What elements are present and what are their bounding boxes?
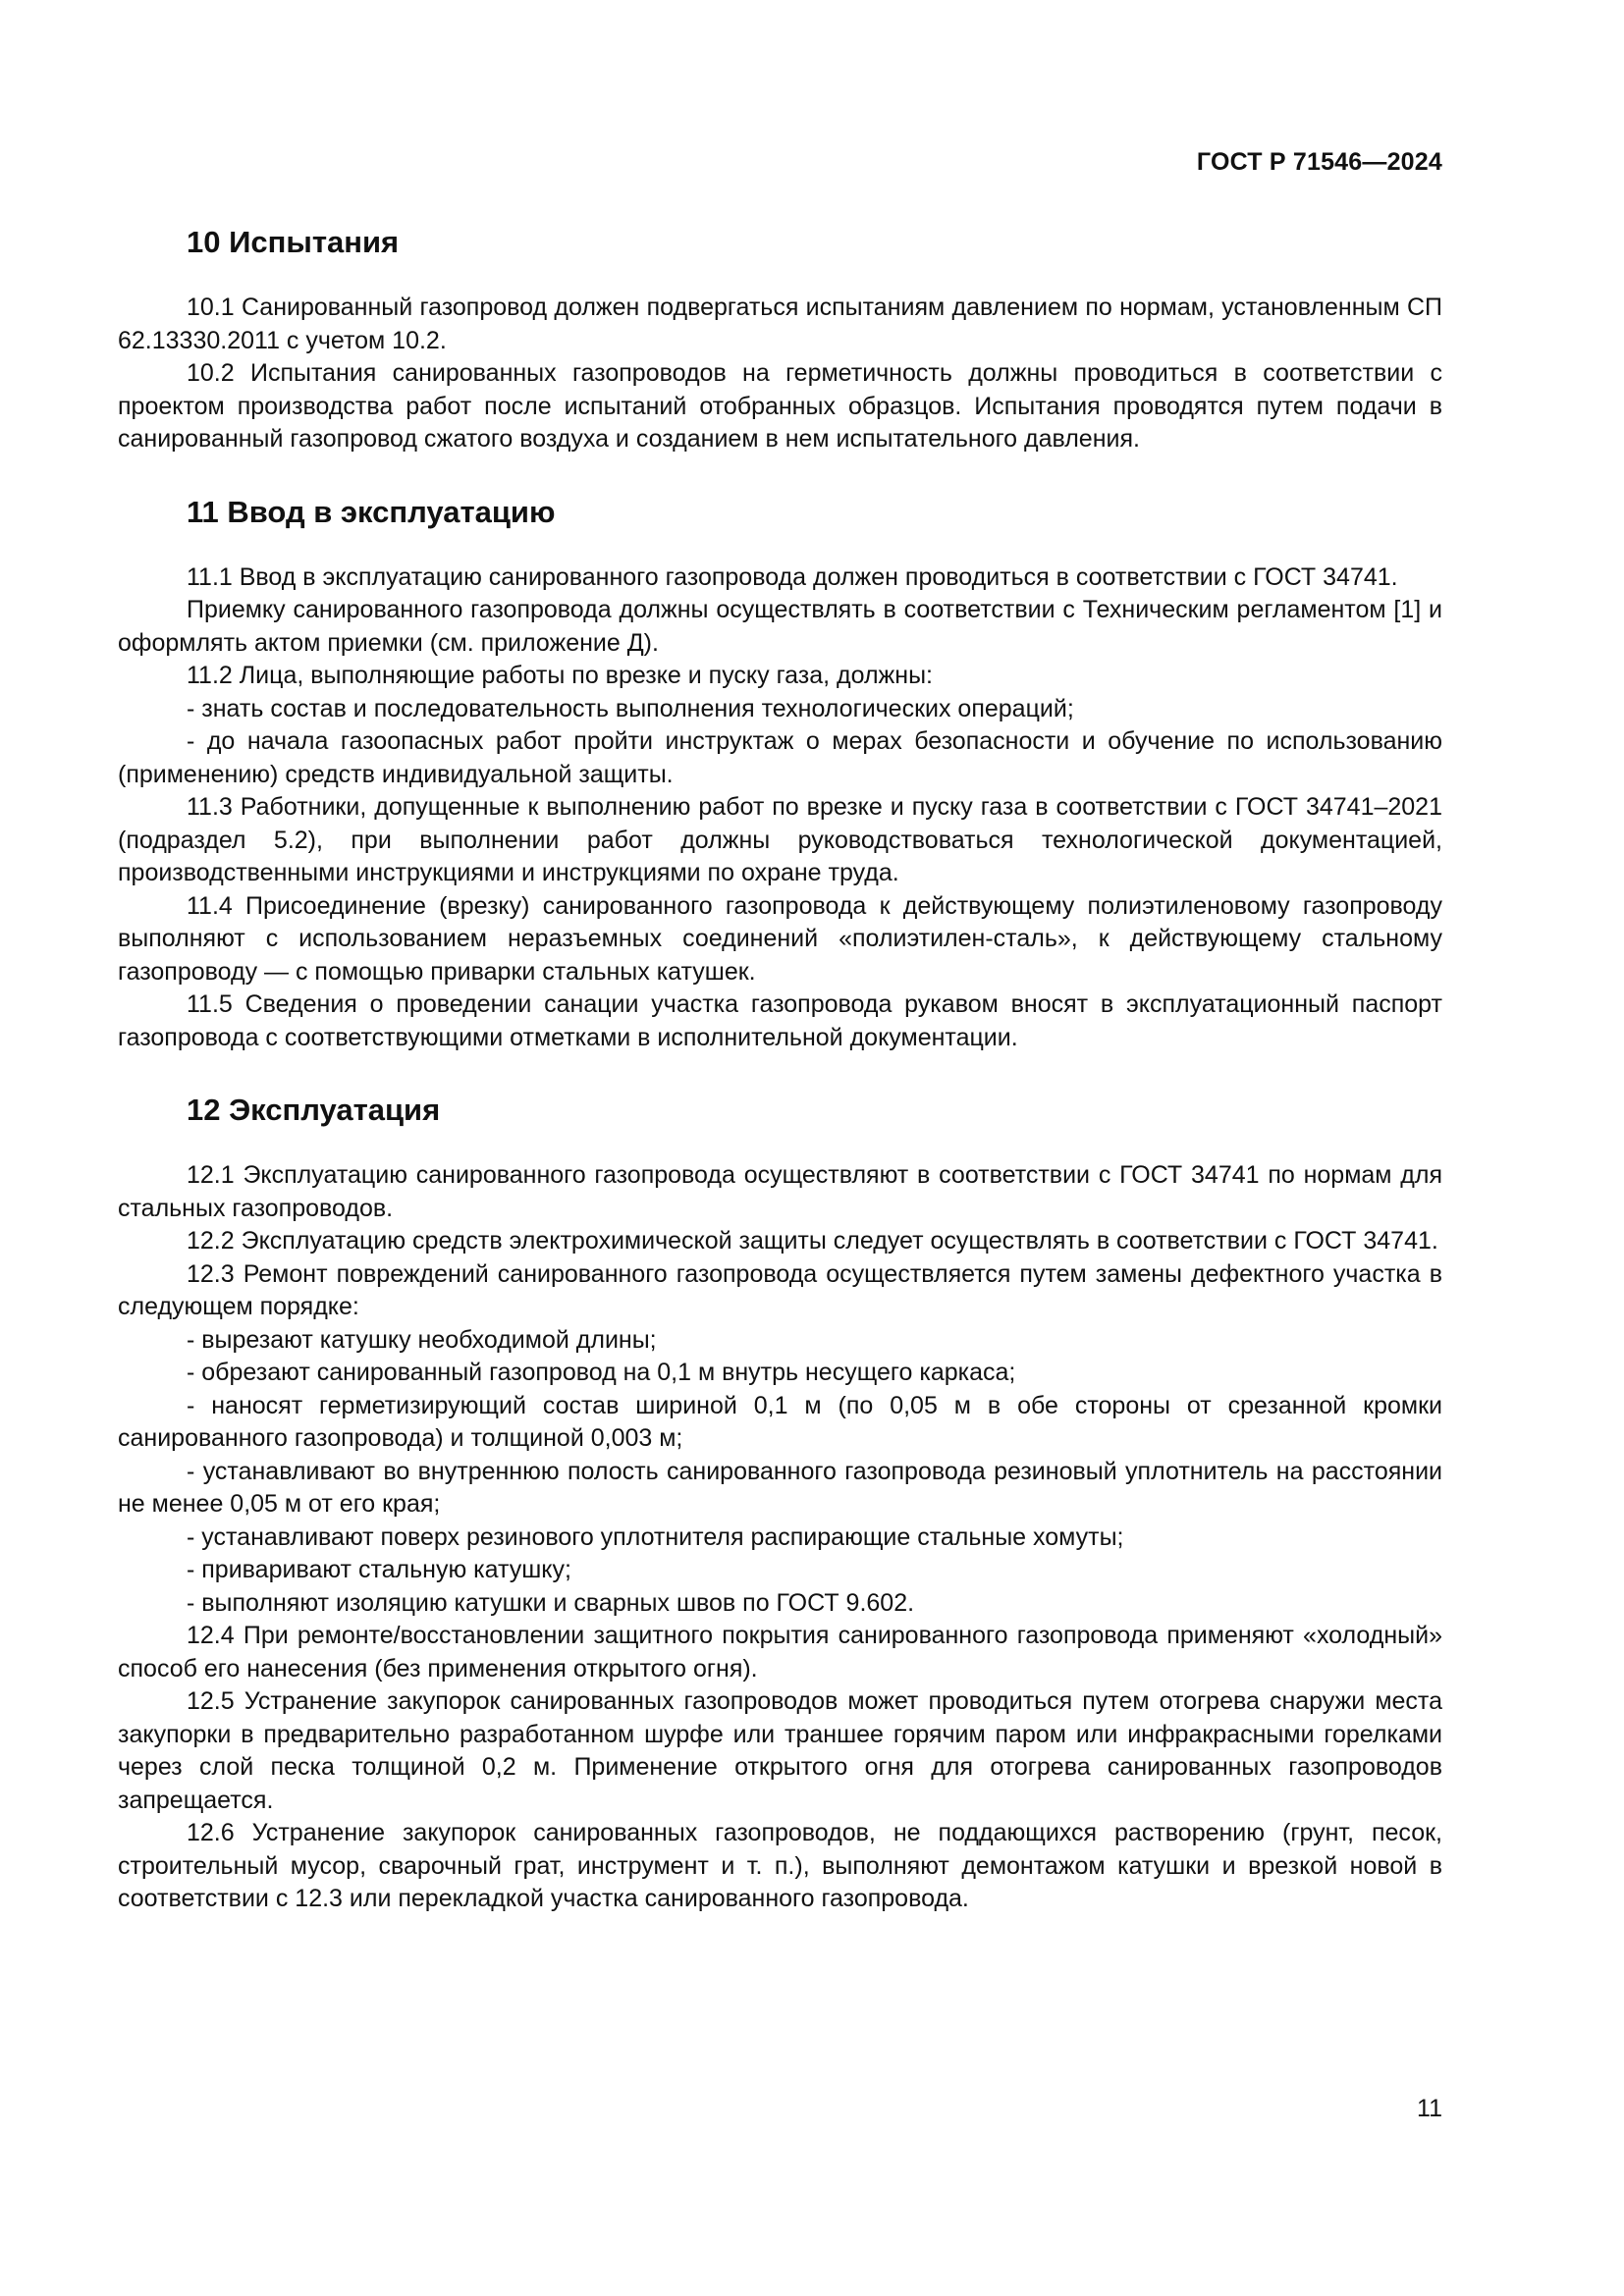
- paragraph: 12.1 Эксплуатацию санированного газопровода осуществляют в соответствии с ГОСТ 34741 по нормам для стальных газопроводов.: [118, 1161, 1442, 1222]
- paragraph: 11.5 Сведения о проведении санации участка газопровода рукавом вносят в эксплуатационный паспорт газопровода с соответствующими отметками в исполнительной документации.: [118, 990, 1442, 1051]
- list-item: - вырезают катушку необходимой длины;: [187, 1325, 657, 1354]
- page-number: 11: [1417, 2095, 1442, 2122]
- paragraph: 11.1 Ввод в эксплуатацию санированного газопровода должен проводиться в соответствии с ГОСТ 34741.: [187, 562, 1398, 591]
- list-item: - устанавливают во внутреннюю полость санированного газопровода резиновый уплотнитель на расстоянии не менее 0,05 м от его края;: [118, 1457, 1442, 1518]
- paragraph: 10.1 Санированный газопровод должен подвергаться испытаниям давлением по нормам, установленным СП 62.13330.2011 с учетом 10.2.: [118, 294, 1442, 354]
- paragraph: 11.3 Работники, допущенные к выполнению работ по врезке и пуску газа в соответствии с ГОСТ 34741–2021 (подраздел 5.2), при выполнении работ должны руководствоваться технологической документацией, производственными инструкциями и инструкциями по охране труда.: [118, 793, 1442, 886]
- section-title: 12 Эксплуатация: [187, 1093, 441, 1127]
- list-item: - выполняют изоляцию катушки и сварных швов по ГОСТ 9.602.: [187, 1588, 915, 1617]
- section-title: 11 Ввод в эксплуатацию: [187, 494, 556, 529]
- paragraph: 12.5 Устранение закупорок санированных газопроводов может проводиться путем отогрева снаружи места закупорки в предварительно разработанном шурфе или траншее горячим паром или инфракрасными горелками через слой песка толщиной 0,2 м. Применение открытого огня для отогрева санированных газопроводов запрещается.: [118, 1687, 1442, 1814]
- paragraph: 12.4 При ремонте/восстановлении защитного покрытия санированного газопровода применяют «холодный» способ его нанесения (без применения открытого огня).: [118, 1622, 1442, 1682]
- section-11-commissioning: [118, 490, 1442, 1055]
- list-item: - приваривают стальную катушку;: [187, 1556, 571, 1583]
- section-title: 10 Испытания: [187, 225, 400, 259]
- list-item: - наносят герметизирующий состав шириной 0,1 м (по 0,05 м в обе стороны от срезанной кромки санированного газопровода) и толщиной 0,003 м;: [118, 1391, 1442, 1452]
- paragraph: Приемку санированного газопровода должны осуществлять в соответствии с Техническим регламентом [1] и оформлять актом приемки (см. приложение Д).: [118, 596, 1442, 657]
- section-12-operation: [118, 1088, 1442, 1916]
- list-item: - знать состав и последовательность выполнения технологических операций;: [187, 694, 1074, 722]
- section-10-testing: [118, 220, 1442, 456]
- list-item: - устанавливают поверх резинового уплотнителя распирающие стальные хомуты;: [187, 1522, 1124, 1551]
- paragraph: 12.6 Устранение закупорок санированных газопроводов, не поддающихся растворению (грунт, песок, строительный мусор, сварочный грат, инструмент и т. п.), выполняют демонтажом катушки и врезкой новой в соответствии с 12.3 или перекладкой участка санированного газопровода.: [118, 1819, 1442, 1912]
- list-item: - обрезают санированный газопровод на 0,1 м внутрь несущего каркаса;: [187, 1359, 1016, 1386]
- paragraph: 11.2 Лица, выполняющие работы по врезке и пуску газа, должны:: [187, 662, 933, 689]
- page-content: [118, 220, 1442, 1916]
- document-id-header: ГОСТ Р 71546—2024: [1196, 148, 1442, 176]
- paragraph: 11.4 Присоединение (врезку) санированного газопровода к действующему полиэтиленовому газопроводу выполняют с использованием неразъемных соединений «полиэтилен-сталь», к действующему стальному газопроводу — с помощью приварки стальных катушек.: [118, 891, 1442, 986]
- paragraph: 10.2 Испытания санированных газопроводов на герметичность должны проводиться в соответствии с проектом производства работ после испытаний отобранных образцов. Испытания проводятся путем подачи в санированный газопровод сжатого воздуха и созданием в нем испытательного давления.: [118, 359, 1442, 453]
- list-item: - до начала газоопасных работ пройти инструктаж о мерах безопасности и обучение по использованию (применению) средств индивидуальной защиты.: [118, 727, 1442, 788]
- paragraph: 12.2 Эксплуатацию средств электрохимической защиты следует осуществлять в соответствии с ГОСТ 34741.: [187, 1227, 1438, 1255]
- paragraph: 12.3 Ремонт повреждений санированного газопровода осуществляется путем замены дефектного участка в следующем порядке:: [118, 1259, 1442, 1320]
